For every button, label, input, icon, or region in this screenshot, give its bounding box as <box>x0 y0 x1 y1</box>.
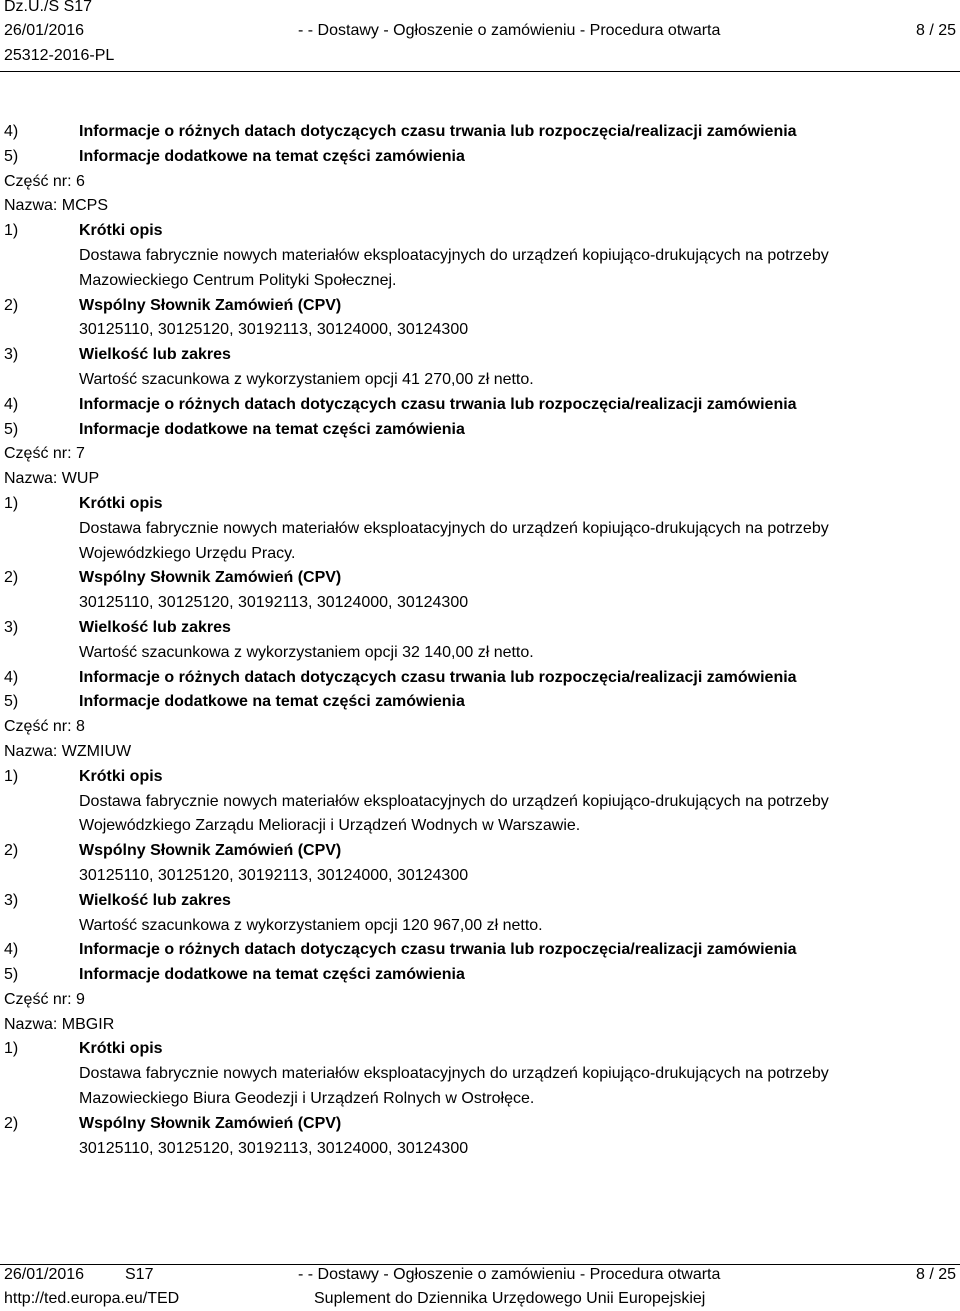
item-number: 2) <box>4 1114 19 1132</box>
cpv-heading <box>0 1112 960 1137</box>
section-heading: Krótki opis <box>79 767 163 785</box>
header-date: 26/01/2016 <box>4 22 85 39</box>
cpv-codes: 30125110, 30125120, 30192113, 30124000, 30124300 <box>79 866 469 884</box>
description-text: Dostawa fabrycznie nowych materiałów eksploatacyjnych do urządzeń kopiująco-drukujących na potrzeby <box>79 1065 829 1083</box>
part-number: Część nr: 8 <box>4 718 85 736</box>
scope-heading <box>0 616 960 641</box>
estimated-value: Wartość szacunkowa z wykorzystaniem opcji 32 140,00 zł netto. <box>79 643 534 661</box>
footer-page-number: 8 / 25 <box>915 1266 956 1283</box>
section-item-5: 5) Informacje dodatkowe na temat części zamówienia <box>0 145 960 170</box>
additional-info-heading <box>0 963 960 988</box>
part-name-row <box>0 194 960 219</box>
section-heading: Wielkość lub zakres <box>79 346 231 364</box>
dates-heading <box>0 938 960 963</box>
part-block <box>0 442 960 715</box>
item-number: 3) <box>4 346 19 364</box>
estimated-value-row <box>0 641 960 666</box>
section-heading: Krótki opis <box>79 222 163 240</box>
description-text: Wojewódzkiego Urzędu Pracy. <box>79 544 296 562</box>
description-text-row <box>0 814 960 839</box>
part-number-row <box>0 715 960 740</box>
section-heading: Wspólny Słownik Zamówień (CPV) <box>79 1114 342 1132</box>
cpv-codes-row <box>0 1137 960 1162</box>
section-heading: Wspólny Słownik Zamówień (CPV) <box>79 569 342 587</box>
item-number: 2) <box>4 569 19 587</box>
item-number: 1) <box>4 767 19 785</box>
description-text-row <box>0 1087 960 1112</box>
part-name: Nazwa: MBGIR <box>4 1015 115 1033</box>
item-number: 5) <box>4 966 19 984</box>
part-number-row <box>0 988 960 1013</box>
section-heading: Informacje dodatkowe na temat części zamówienia <box>79 693 465 711</box>
item-number: 5) <box>4 420 19 438</box>
section-heading: Wspólny Słownik Zamówień (CPV) <box>79 842 342 860</box>
cpv-codes-row <box>0 864 960 889</box>
document-body <box>0 120 960 1161</box>
section-heading: Informacje o różnych datach dotyczących czasu trwania lub rozpoczęcia/realizacji zamówienia <box>79 668 797 686</box>
footer-title: - - Dostawy - Ogłoszenie o zamówieniu - Procedura otwarta <box>298 1266 721 1283</box>
dates-heading <box>0 666 960 691</box>
cpv-heading <box>0 294 960 319</box>
cpv-heading <box>0 566 960 591</box>
short-description-heading <box>0 219 960 244</box>
section-heading: Krótki opis <box>79 1040 163 1058</box>
part-name: Nazwa: WZMIUW <box>4 742 132 760</box>
part-name-row <box>0 467 960 492</box>
cpv-codes-row <box>0 318 960 343</box>
header-page-number: 8 / 25 <box>915 22 956 39</box>
notice-number: 25312-2016-PL <box>4 47 115 64</box>
description-text: Wojewódzkiego Zarządu Melioracji i Urządzeń Wodnych w Warszawie. <box>79 817 581 835</box>
footer-series: S17 <box>125 1266 154 1283</box>
ted-link[interactable]: http://ted.europa.eu/TED <box>4 1290 180 1307</box>
part-number: Część nr: 9 <box>4 990 85 1008</box>
description-text: Mazowieckiego Centrum Polityki Społecznej. <box>79 271 397 289</box>
part-block <box>0 988 960 1162</box>
header-title: - - Dostawy - Ogłoszenie o zamówieniu - Procedura otwarta <box>298 22 721 39</box>
section-heading: Informacje dodatkowe na temat części zamówienia <box>79 420 465 438</box>
description-text: Dostawa fabrycznie nowych materiałów eksploatacyjnych do urządzeń kopiująco-drukujących na potrzeby <box>79 792 829 810</box>
section-heading: Krótki opis <box>79 494 163 512</box>
section-item-4: 4) Informacje o różnych datach dotyczących czasu trwania lub rozpoczęcia/realizacji zamówienia <box>0 120 960 145</box>
supplement-title: Suplement do Dziennika Urzędowego Unii Europejskiej <box>314 1290 706 1307</box>
footer-date: 26/01/2016 <box>4 1266 85 1283</box>
section-heading: Informacje dodatkowe na temat części zamówienia <box>79 147 465 165</box>
part-number: Część nr: 7 <box>4 445 85 463</box>
item-number: 4) <box>4 395 19 413</box>
description-text-row <box>0 517 960 542</box>
estimated-value: Wartość szacunkowa z wykorzystaniem opcji 41 270,00 zł netto. <box>79 370 534 388</box>
description-text-row <box>0 790 960 815</box>
item-number: 1) <box>4 1040 19 1058</box>
part-number: Część nr: 6 <box>4 172 85 190</box>
cpv-codes: 30125110, 30125120, 30192113, 30124000, 30124300 <box>79 321 469 339</box>
section-heading: Informacje o różnych datach dotyczących czasu trwania lub rozpoczęcia/realizacji zamówienia <box>79 941 797 959</box>
item-number: 3) <box>4 618 19 636</box>
description-text: Mazowieckiego Biura Geodezji i Urządzeń Rolnych w Ostrołęce. <box>79 1090 535 1108</box>
item-number: 2) <box>4 296 19 314</box>
description-text: Dostawa fabrycznie nowych materiałów eksploatacyjnych do urządzeń kopiująco-drukujących na potrzeby <box>79 246 829 264</box>
item-number: 1) <box>4 222 19 240</box>
additional-info-heading <box>0 418 960 443</box>
cpv-heading <box>0 839 960 864</box>
description-text-row <box>0 244 960 269</box>
dates-heading <box>0 393 960 418</box>
description-text-row <box>0 542 960 567</box>
item-number: 5) <box>4 693 19 711</box>
section-heading: Informacje o różnych datach dotyczących czasu trwania lub rozpoczęcia/realizacji zamówienia <box>79 123 797 140</box>
item-number: 4) <box>4 941 19 959</box>
additional-info-heading <box>0 690 960 715</box>
description-text: Dostawa fabrycznie nowych materiałów eksploatacyjnych do urządzeń kopiująco-drukujących na potrzeby <box>79 519 829 537</box>
part-number-row <box>0 442 960 467</box>
section-heading: Informacje o różnych datach dotyczących czasu trwania lub rozpoczęcia/realizacji zamówienia <box>79 395 797 413</box>
part-block <box>0 715 960 988</box>
scope-heading <box>0 343 960 368</box>
journal-ref: Dz.U./S S17 <box>4 0 93 15</box>
short-description-heading <box>0 492 960 517</box>
part-name: Nazwa: WUP <box>4 470 100 488</box>
parts-list <box>0 170 960 1162</box>
description-text-row <box>0 1062 960 1087</box>
header-divider <box>0 71 960 72</box>
item-number: 4) <box>4 668 19 686</box>
estimated-value: Wartość szacunkowa z wykorzystaniem opcji 120 967,00 zł netto. <box>79 916 543 934</box>
part-name: Nazwa: MCPS <box>4 197 109 215</box>
scope-heading <box>0 889 960 914</box>
short-description-heading <box>0 1037 960 1062</box>
item-number: 2) <box>4 842 19 860</box>
description-text-row <box>0 269 960 294</box>
section-heading: Informacje dodatkowe na temat części zamówienia <box>79 966 465 984</box>
section-heading: Wielkość lub zakres <box>79 891 231 909</box>
part-number-row <box>0 170 960 195</box>
part-name-row <box>0 740 960 765</box>
cpv-codes: 30125110, 30125120, 30192113, 30124000, 30124300 <box>79 1139 469 1157</box>
estimated-value-row <box>0 368 960 393</box>
short-description-heading <box>0 765 960 790</box>
part-block <box>0 170 960 443</box>
section-heading: Wielkość lub zakres <box>79 618 231 636</box>
cpv-codes: 30125110, 30125120, 30192113, 30124000, 30124300 <box>79 594 469 612</box>
item-number: 3) <box>4 891 19 909</box>
item-number: 1) <box>4 494 19 512</box>
cpv-codes-row <box>0 591 960 616</box>
estimated-value-row <box>0 914 960 939</box>
part-name-row <box>0 1013 960 1038</box>
section-heading: Wspólny Słownik Zamówień (CPV) <box>79 296 342 314</box>
